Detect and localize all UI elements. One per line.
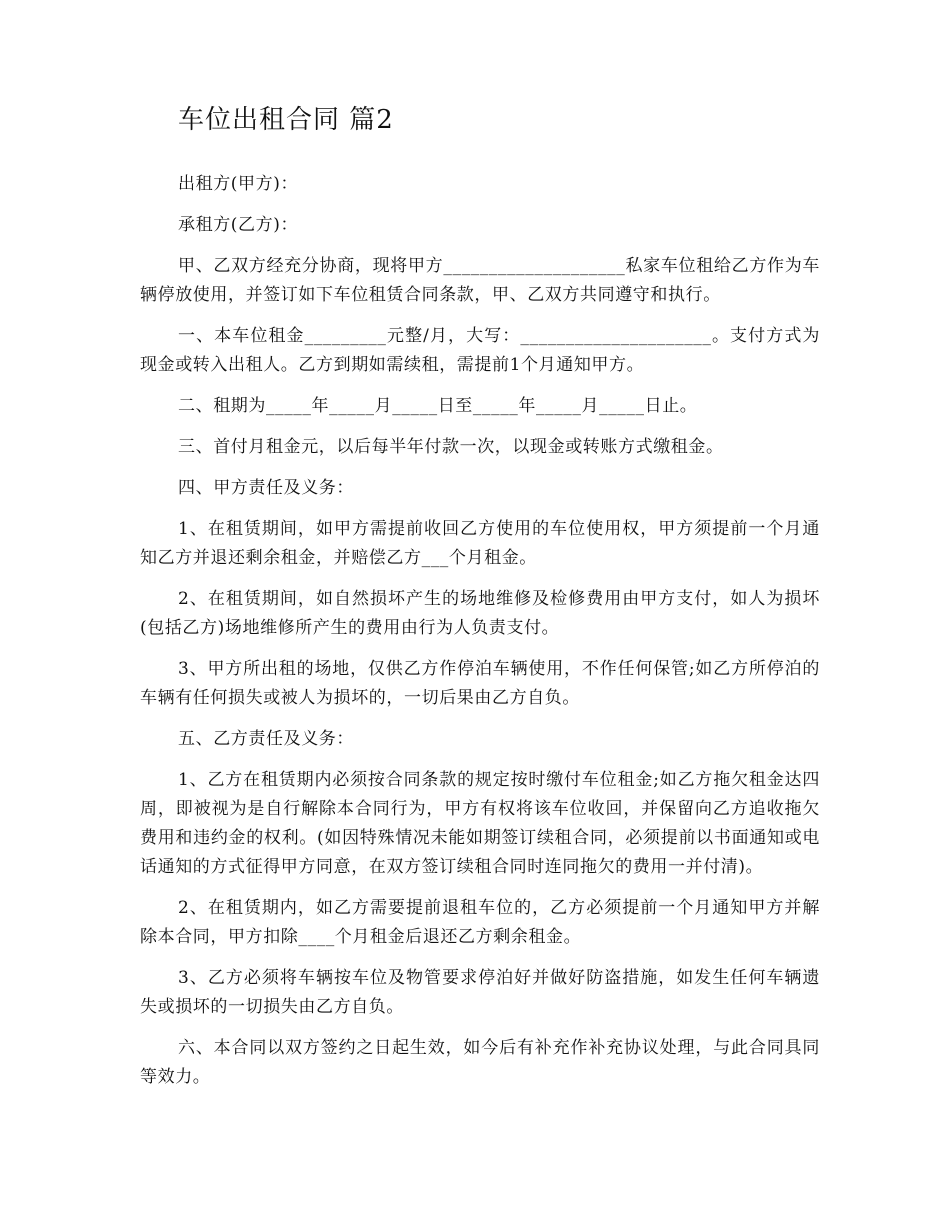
party-a-item-2: 2、在租赁期间，如自然损坏产生的场地维修及检修费用由甲方支付，如人为损坏(包括乙方)场地维修所产生的费用由行为人负责支付。 <box>140 589 820 638</box>
section-heading-party-b: 五、乙方责任及义务： <box>178 729 354 749</box>
lessee-line: 承租方(乙方)： <box>178 215 299 235</box>
party-a-item-3: 3、甲方所出租的场地，仅供乙方作停泊车辆使用，不作任何保管;如乙方所停泊的车辆有任何损失或被人为损坏的，一切后果由乙方自负。 <box>140 659 820 708</box>
clause-term: 二、租期为_____年_____月_____日至_____年_____月_____日止。 <box>178 396 698 416</box>
document-page <box>140 100 820 1104</box>
lessor-line: 出租方(甲方)： <box>178 174 299 194</box>
clause-effective: 六、本合同以双方签约之日起生效，如今后有补充作补充协议处理，与此合同具同等效力。 <box>140 1038 820 1087</box>
party-a-item-1: 1、在租赁期间，如甲方需提前收回乙方使用的车位使用权，甲方须提前一个月通知乙方并退还剩余租金，并赔偿乙方___个月租金。 <box>140 519 820 568</box>
party-b-item-1: 1、乙方在租赁期内必须按合同条款的规定按时缴付车位租金;如乙方拖欠租金达四周，即被视为是自行解除本合同行为，甲方有权将该车位收回，并保留向乙方追收拖欠费用和违约金的权利。(如因特殊情况未能如期签订续租合同，必须提前以书面通知或电话通知的方式征得甲方同意，在双方签订续租合同时连同拖欠的费用一并付清)。 <box>140 770 820 877</box>
document-title: 车位出租合同 篇2 <box>178 105 394 135</box>
clause-rent: 一、本车位租金_________元整/月，大写：_____________________。支付方式为现金或转入出租人。乙方到期如需续租，需提前1个月通知甲方。 <box>140 326 820 375</box>
party-b-item-3: 3、乙方必须将车辆按车位及物管要求停泊好并做好防盗措施，如发生任何车辆遗失或损坏的一切损失由乙方自负。 <box>140 968 820 1017</box>
preamble-paragraph: 甲、乙双方经充分协商，现将甲方____________________私家车位租给乙方作为车辆停放使用，并签订如下车位租赁合同条款，甲、乙双方共同遵守和执行。 <box>140 256 820 305</box>
clause-payment: 三、首付月租金元，以后每半年付款一次，以现金或转账方式缴租金。 <box>178 437 724 457</box>
party-b-item-2: 2、在租赁期内，如乙方需要提前退租车位的，乙方必须提前一个月通知甲方并解除本合同，甲方扣除____个月租金后退还乙方剩余租金。 <box>140 898 820 947</box>
section-heading-party-a: 四、甲方责任及义务： <box>178 478 354 498</box>
